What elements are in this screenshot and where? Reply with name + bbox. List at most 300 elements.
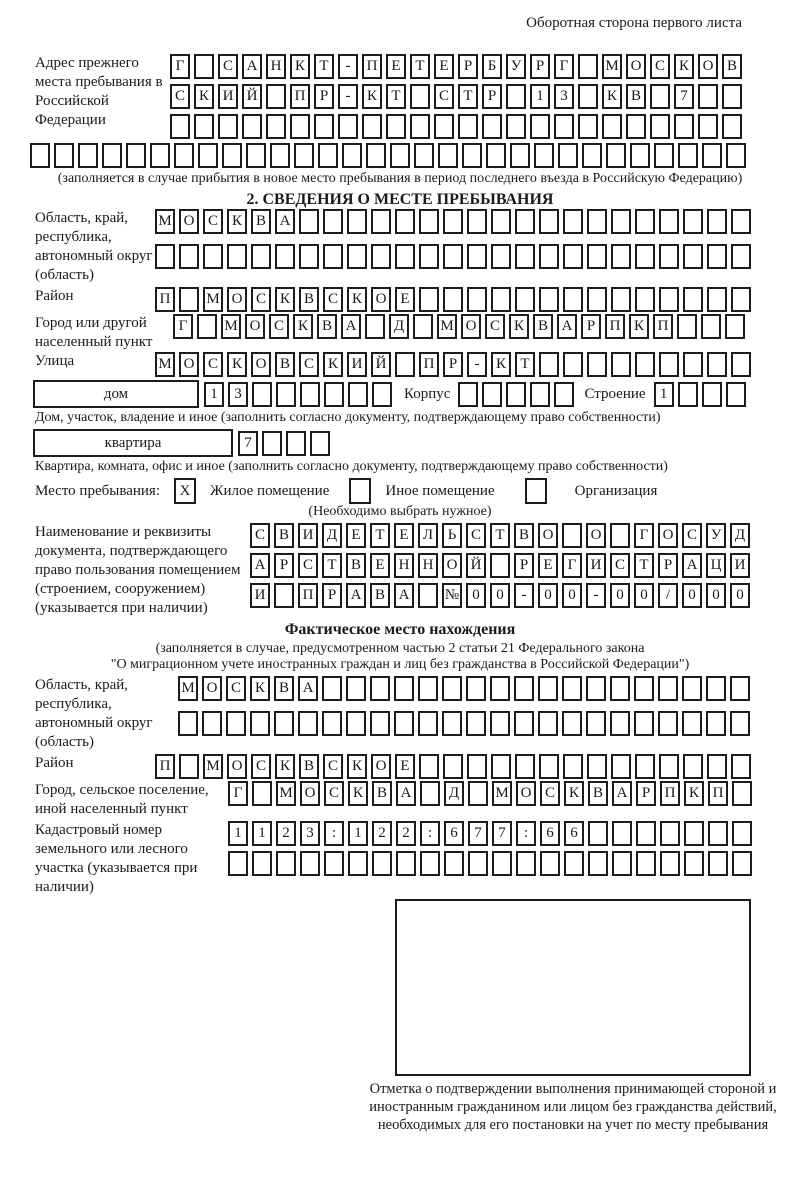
char-cell[interactable] — [611, 754, 631, 779]
stay-type-checkbox-org[interactable] — [525, 478, 547, 504]
char-cell[interactable]: В — [346, 553, 366, 578]
char-cell[interactable]: У — [706, 523, 726, 548]
char-cell[interactable]: Е — [346, 523, 366, 548]
char-cell[interactable] — [534, 143, 554, 168]
char-cell[interactable] — [725, 314, 745, 339]
char-cell[interactable] — [707, 209, 727, 234]
char-cell[interactable] — [418, 583, 438, 608]
char-cell[interactable] — [611, 352, 631, 377]
char-cell[interactable] — [410, 114, 430, 139]
char-cell[interactable]: 1 — [530, 84, 550, 109]
char-cell[interactable] — [274, 711, 294, 736]
char-cell[interactable]: А — [682, 553, 702, 578]
char-cell[interactable] — [587, 244, 607, 269]
char-cell[interactable] — [386, 114, 406, 139]
char-cell[interactable] — [286, 431, 306, 456]
char-cell[interactable]: Р — [322, 583, 342, 608]
char-cell[interactable] — [298, 711, 318, 736]
char-cell[interactable]: 7 — [492, 821, 512, 846]
char-cell[interactable]: Д — [444, 781, 464, 806]
char-cell[interactable]: О — [251, 352, 271, 377]
char-cell[interactable] — [612, 851, 632, 876]
char-cell[interactable]: К — [629, 314, 649, 339]
char-cell[interactable] — [563, 244, 583, 269]
char-cell[interactable] — [203, 244, 223, 269]
char-cell[interactable] — [443, 209, 463, 234]
char-cell[interactable] — [252, 781, 272, 806]
char-cell[interactable]: В — [722, 54, 742, 79]
char-cell[interactable]: И — [298, 523, 318, 548]
char-cell[interactable]: С — [251, 287, 271, 312]
char-cell[interactable]: С — [218, 54, 238, 79]
char-cell[interactable]: : — [516, 821, 536, 846]
char-cell[interactable]: 0 — [466, 583, 486, 608]
char-cell[interactable] — [563, 287, 583, 312]
char-cell[interactable] — [179, 754, 199, 779]
char-cell[interactable]: - — [338, 54, 358, 79]
char-cell[interactable] — [394, 711, 414, 736]
char-cell[interactable] — [516, 851, 536, 876]
char-cell[interactable]: О — [516, 781, 536, 806]
char-cell[interactable]: 2 — [276, 821, 296, 846]
char-cell[interactable] — [30, 143, 50, 168]
char-cell[interactable] — [371, 209, 391, 234]
char-cell[interactable]: 0 — [610, 583, 630, 608]
char-cell[interactable] — [419, 754, 439, 779]
char-cell[interactable]: Л — [418, 523, 438, 548]
char-cell[interactable]: - — [586, 583, 606, 608]
char-cell[interactable]: К — [348, 781, 368, 806]
char-cell[interactable]: 0 — [490, 583, 510, 608]
char-cell[interactable] — [660, 851, 680, 876]
char-cell[interactable]: С — [682, 523, 702, 548]
char-cell[interactable] — [266, 114, 286, 139]
char-cell[interactable] — [722, 84, 742, 109]
char-cell[interactable]: С — [269, 314, 289, 339]
char-cell[interactable]: И — [218, 84, 238, 109]
char-cell[interactable]: Т — [322, 553, 342, 578]
char-cell[interactable]: 0 — [634, 583, 654, 608]
char-cell[interactable]: Г — [562, 553, 582, 578]
char-cell[interactable] — [660, 821, 680, 846]
char-cell[interactable] — [482, 382, 502, 407]
char-cell[interactable]: 1 — [348, 821, 368, 846]
char-cell[interactable] — [706, 676, 726, 701]
char-cell[interactable]: Г — [228, 781, 248, 806]
char-cell[interactable]: 6 — [540, 821, 560, 846]
char-cell[interactable]: 3 — [300, 821, 320, 846]
char-cell[interactable] — [246, 143, 266, 168]
char-cell[interactable] — [730, 676, 750, 701]
char-cell[interactable] — [562, 676, 582, 701]
char-cell[interactable] — [419, 244, 439, 269]
char-cell[interactable] — [466, 676, 486, 701]
char-cell[interactable] — [634, 676, 654, 701]
char-cell[interactable] — [372, 851, 392, 876]
char-cell[interactable] — [347, 209, 367, 234]
char-cell[interactable]: Ц — [706, 553, 726, 578]
char-cell[interactable] — [683, 287, 703, 312]
char-cell[interactable] — [314, 114, 334, 139]
char-cell[interactable]: 0 — [730, 583, 750, 608]
char-cell[interactable] — [635, 754, 655, 779]
char-cell[interactable]: П — [155, 754, 175, 779]
char-cell[interactable]: 0 — [706, 583, 726, 608]
char-cell[interactable] — [413, 314, 433, 339]
char-cell[interactable]: Т — [370, 523, 390, 548]
char-cell[interactable]: К — [290, 54, 310, 79]
char-cell[interactable]: Н — [418, 553, 438, 578]
char-cell[interactable]: П — [605, 314, 625, 339]
char-cell[interactable] — [659, 754, 679, 779]
char-cell[interactable]: К — [323, 352, 343, 377]
char-cell[interactable] — [539, 754, 559, 779]
char-cell[interactable]: Н — [266, 54, 286, 79]
char-cell[interactable]: А — [396, 781, 416, 806]
char-cell[interactable] — [491, 287, 511, 312]
char-cell[interactable] — [706, 711, 726, 736]
char-cell[interactable] — [650, 84, 670, 109]
char-cell[interactable] — [242, 114, 262, 139]
char-cell[interactable] — [490, 711, 510, 736]
char-cell[interactable] — [707, 244, 727, 269]
char-cell[interactable]: Б — [482, 54, 502, 79]
char-cell[interactable] — [650, 114, 670, 139]
char-cell[interactable] — [396, 851, 416, 876]
char-cell[interactable] — [683, 754, 703, 779]
char-cell[interactable] — [682, 711, 702, 736]
char-cell[interactable] — [299, 209, 319, 234]
char-cell[interactable]: А — [298, 676, 318, 701]
char-cell[interactable] — [126, 143, 146, 168]
char-cell[interactable] — [338, 114, 358, 139]
char-cell[interactable]: К — [564, 781, 584, 806]
char-cell[interactable]: О — [202, 676, 222, 701]
char-cell[interactable] — [635, 287, 655, 312]
char-cell[interactable] — [731, 244, 751, 269]
char-cell[interactable] — [275, 244, 295, 269]
char-cell[interactable]: Р — [514, 553, 534, 578]
char-cell[interactable] — [722, 114, 742, 139]
char-cell[interactable]: К — [194, 84, 214, 109]
char-cell[interactable]: П — [419, 352, 439, 377]
char-cell[interactable] — [324, 382, 344, 407]
char-cell[interactable] — [515, 287, 535, 312]
char-cell[interactable]: О — [371, 287, 391, 312]
char-cell[interactable] — [366, 143, 386, 168]
char-cell[interactable]: : — [420, 821, 440, 846]
char-cell[interactable]: 0 — [562, 583, 582, 608]
char-cell[interactable]: 3 — [228, 382, 248, 407]
char-cell[interactable]: 0 — [538, 583, 558, 608]
char-cell[interactable]: К — [684, 781, 704, 806]
char-cell[interactable]: 7 — [238, 431, 258, 456]
char-cell[interactable]: О — [245, 314, 265, 339]
char-cell[interactable]: А — [612, 781, 632, 806]
char-cell[interactable] — [174, 143, 194, 168]
char-cell[interactable] — [468, 851, 488, 876]
char-cell[interactable] — [588, 851, 608, 876]
char-cell[interactable] — [707, 352, 727, 377]
char-cell[interactable] — [322, 711, 342, 736]
char-cell[interactable] — [202, 711, 222, 736]
char-cell[interactable]: Р — [274, 553, 294, 578]
char-cell[interactable] — [564, 851, 584, 876]
char-cell[interactable]: В — [626, 84, 646, 109]
char-cell[interactable]: С — [434, 84, 454, 109]
char-cell[interactable] — [587, 287, 607, 312]
char-cell[interactable]: С — [251, 754, 271, 779]
char-cell[interactable]: К — [275, 287, 295, 312]
char-cell[interactable] — [515, 244, 535, 269]
char-cell[interactable]: С — [485, 314, 505, 339]
char-cell[interactable] — [731, 209, 751, 234]
char-cell[interactable] — [659, 244, 679, 269]
char-cell[interactable]: П — [155, 287, 175, 312]
char-cell[interactable]: Р — [636, 781, 656, 806]
char-cell[interactable] — [610, 523, 630, 548]
char-cell[interactable] — [587, 754, 607, 779]
char-cell[interactable] — [563, 754, 583, 779]
char-cell[interactable] — [194, 114, 214, 139]
char-cell[interactable]: В — [299, 287, 319, 312]
char-cell[interactable]: О — [698, 54, 718, 79]
char-cell[interactable] — [578, 54, 598, 79]
char-cell[interactable] — [702, 143, 722, 168]
char-cell[interactable] — [322, 676, 342, 701]
char-cell[interactable] — [198, 143, 218, 168]
char-cell[interactable]: М — [203, 287, 223, 312]
char-cell[interactable]: С — [466, 523, 486, 548]
char-cell[interactable]: О — [179, 352, 199, 377]
char-cell[interactable] — [514, 711, 534, 736]
stay-type-checkbox-zhiloe[interactable]: X — [174, 478, 196, 504]
char-cell[interactable] — [324, 851, 344, 876]
char-cell[interactable] — [300, 382, 320, 407]
char-cell[interactable] — [347, 244, 367, 269]
char-cell[interactable] — [698, 114, 718, 139]
char-cell[interactable] — [443, 244, 463, 269]
char-cell[interactable] — [310, 431, 330, 456]
char-cell[interactable] — [178, 711, 198, 736]
char-cell[interactable] — [683, 244, 703, 269]
char-cell[interactable] — [682, 676, 702, 701]
char-cell[interactable] — [348, 851, 368, 876]
char-cell[interactable]: Е — [538, 553, 558, 578]
char-cell[interactable] — [539, 244, 559, 269]
char-cell[interactable]: В — [274, 676, 294, 701]
char-cell[interactable]: 7 — [468, 821, 488, 846]
char-cell[interactable]: - — [514, 583, 534, 608]
char-cell[interactable] — [510, 143, 530, 168]
stay-type-checkbox-inoe[interactable] — [349, 478, 371, 504]
char-cell[interactable] — [467, 287, 487, 312]
char-cell[interactable] — [732, 781, 752, 806]
char-cell[interactable] — [635, 209, 655, 234]
char-cell[interactable] — [410, 84, 430, 109]
char-cell[interactable]: В — [370, 583, 390, 608]
char-cell[interactable] — [270, 143, 290, 168]
char-cell[interactable] — [444, 851, 464, 876]
char-cell[interactable] — [659, 287, 679, 312]
char-cell[interactable] — [482, 114, 502, 139]
char-cell[interactable] — [274, 583, 294, 608]
char-cell[interactable]: К — [347, 287, 367, 312]
char-cell[interactable] — [226, 711, 246, 736]
char-cell[interactable]: Р — [314, 84, 334, 109]
char-cell[interactable]: О — [461, 314, 481, 339]
char-cell[interactable]: Р — [443, 352, 463, 377]
char-cell[interactable]: Р — [658, 553, 678, 578]
char-cell[interactable]: - — [338, 84, 358, 109]
char-cell[interactable] — [276, 382, 296, 407]
char-cell[interactable] — [491, 209, 511, 234]
char-cell[interactable] — [179, 287, 199, 312]
char-cell[interactable]: В — [275, 352, 295, 377]
char-cell[interactable]: С — [650, 54, 670, 79]
char-cell[interactable]: Г — [634, 523, 654, 548]
char-cell[interactable] — [467, 209, 487, 234]
char-cell[interactable]: В — [317, 314, 337, 339]
char-cell[interactable] — [554, 114, 574, 139]
char-cell[interactable] — [538, 676, 558, 701]
char-cell[interactable] — [434, 114, 454, 139]
char-cell[interactable] — [155, 244, 175, 269]
char-cell[interactable]: М — [155, 209, 175, 234]
char-cell[interactable] — [611, 244, 631, 269]
char-cell[interactable]: М — [178, 676, 198, 701]
char-cell[interactable] — [78, 143, 98, 168]
char-cell[interactable]: М — [437, 314, 457, 339]
char-cell[interactable] — [698, 84, 718, 109]
char-cell[interactable]: Г — [170, 54, 190, 79]
char-cell[interactable] — [438, 143, 458, 168]
char-cell[interactable] — [578, 84, 598, 109]
char-cell[interactable] — [491, 754, 511, 779]
char-cell[interactable] — [492, 851, 512, 876]
char-cell[interactable]: Н — [394, 553, 414, 578]
char-cell[interactable]: С — [299, 352, 319, 377]
char-cell[interactable]: Т — [410, 54, 430, 79]
char-cell[interactable] — [300, 851, 320, 876]
char-cell[interactable] — [372, 382, 392, 407]
char-cell[interactable] — [708, 851, 728, 876]
char-cell[interactable] — [299, 244, 319, 269]
char-cell[interactable]: 1 — [204, 382, 224, 407]
char-cell[interactable]: И — [730, 553, 750, 578]
char-cell[interactable]: Д — [322, 523, 342, 548]
char-cell[interactable] — [419, 287, 439, 312]
char-cell[interactable]: О — [538, 523, 558, 548]
char-cell[interactable] — [54, 143, 74, 168]
char-cell[interactable] — [731, 754, 751, 779]
char-cell[interactable]: Т — [515, 352, 535, 377]
char-cell[interactable]: Т — [634, 553, 654, 578]
char-cell[interactable] — [726, 382, 746, 407]
char-cell[interactable] — [362, 114, 382, 139]
char-cell[interactable] — [610, 711, 630, 736]
char-cell[interactable] — [659, 352, 679, 377]
char-cell[interactable] — [587, 352, 607, 377]
char-cell[interactable] — [582, 143, 602, 168]
char-cell[interactable] — [365, 314, 385, 339]
char-cell[interactable] — [587, 209, 607, 234]
char-cell[interactable] — [323, 244, 343, 269]
char-cell[interactable] — [611, 287, 631, 312]
char-cell[interactable] — [539, 287, 559, 312]
char-cell[interactable] — [610, 676, 630, 701]
char-cell[interactable]: - — [467, 352, 487, 377]
char-cell[interactable]: В — [251, 209, 271, 234]
char-cell[interactable] — [266, 84, 286, 109]
char-cell[interactable]: С — [226, 676, 246, 701]
char-cell[interactable] — [414, 143, 434, 168]
char-cell[interactable] — [554, 382, 574, 407]
char-cell[interactable]: 2 — [372, 821, 392, 846]
char-cell[interactable] — [683, 209, 703, 234]
char-cell[interactable] — [654, 143, 674, 168]
char-cell[interactable]: У — [506, 54, 526, 79]
char-cell[interactable] — [677, 314, 697, 339]
char-cell[interactable]: П — [362, 54, 382, 79]
char-cell[interactable] — [732, 821, 752, 846]
char-cell[interactable] — [458, 114, 478, 139]
char-cell[interactable] — [170, 114, 190, 139]
char-cell[interactable]: К — [509, 314, 529, 339]
char-cell[interactable]: О — [179, 209, 199, 234]
char-cell[interactable] — [228, 851, 248, 876]
char-cell[interactable]: С — [540, 781, 560, 806]
char-cell[interactable] — [443, 754, 463, 779]
char-cell[interactable]: 1 — [228, 821, 248, 846]
char-cell[interactable] — [179, 244, 199, 269]
char-cell[interactable] — [194, 54, 214, 79]
char-cell[interactable]: Т — [458, 84, 478, 109]
char-cell[interactable] — [323, 209, 343, 234]
char-cell[interactable]: Й — [466, 553, 486, 578]
char-cell[interactable] — [346, 711, 366, 736]
char-cell[interactable]: 1 — [252, 821, 272, 846]
char-cell[interactable] — [707, 754, 727, 779]
char-cell[interactable] — [538, 711, 558, 736]
char-cell[interactable] — [586, 676, 606, 701]
char-cell[interactable]: К — [250, 676, 270, 701]
char-cell[interactable]: Д — [389, 314, 409, 339]
char-cell[interactable]: А — [394, 583, 414, 608]
char-cell[interactable]: М — [602, 54, 622, 79]
char-cell[interactable]: Е — [370, 553, 390, 578]
char-cell[interactable]: С — [250, 523, 270, 548]
char-cell[interactable]: С — [323, 754, 343, 779]
char-cell[interactable] — [390, 143, 410, 168]
char-cell[interactable]: Е — [386, 54, 406, 79]
char-cell[interactable] — [530, 114, 550, 139]
char-cell[interactable]: О — [300, 781, 320, 806]
char-cell[interactable] — [458, 382, 478, 407]
char-cell[interactable] — [250, 711, 270, 736]
char-cell[interactable]: П — [660, 781, 680, 806]
char-cell[interactable]: М — [155, 352, 175, 377]
char-cell[interactable] — [443, 287, 463, 312]
char-cell[interactable]: Р — [458, 54, 478, 79]
char-cell[interactable] — [707, 287, 727, 312]
char-cell[interactable]: Т — [386, 84, 406, 109]
char-cell[interactable] — [102, 143, 122, 168]
char-cell[interactable] — [252, 382, 272, 407]
char-cell[interactable] — [262, 431, 282, 456]
char-cell[interactable] — [732, 851, 752, 876]
char-cell[interactable]: М — [276, 781, 296, 806]
